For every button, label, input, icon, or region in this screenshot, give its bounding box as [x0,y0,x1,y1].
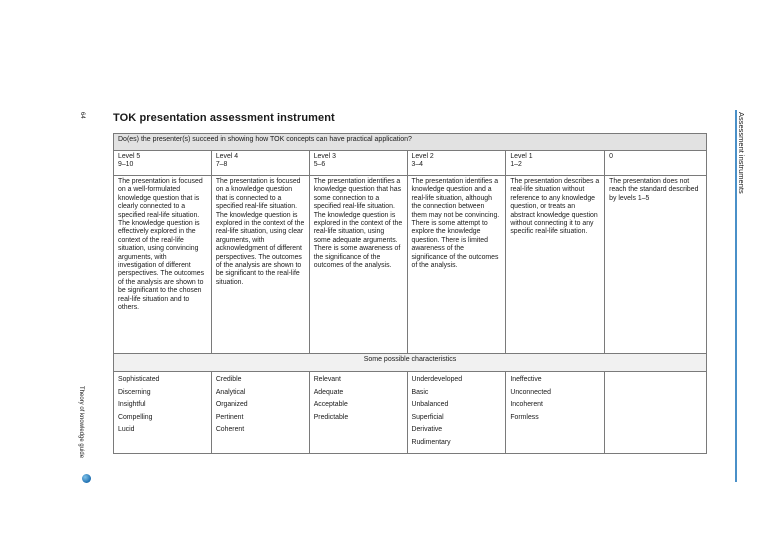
level-4-header: Level 4 7–8 [211,151,309,176]
characteristics-header: Some possible characteristics [114,354,707,372]
assessment-rubric-table [113,133,707,454]
level-0-header: 0 [605,151,707,176]
list-item: Sophisticated [118,376,160,383]
list-item: Coherent [215,426,245,433]
level-2-descriptor: The presentation identifies a knowledge question and a real-life situation, although the connection between them may not be convincing. There is some attempt to explore the knowledge question. There is limited awareness of the significance of the outcomes of the analysis. [407,176,506,354]
list-item: Rudimentary [411,438,451,446]
list-item: Compelling [118,413,153,421]
characteristics-row [114,372,707,454]
level-4-characteristics [211,372,309,454]
level-3-descriptor: The presentation identifies a knowledge question that has some connection to a specified real-life situation. The knowledge question is explored in the context of the real-life situation, using some adequate arguments. There is some awareness of the significance of the outcomes of the analysis. [309,176,407,354]
list-item: Formless [510,413,539,421]
level-5-header: Level 5 9–10 [114,151,212,176]
level-0-descriptor: The presentation does not reach the standard described by levels 1–5 [605,176,707,354]
level-2-characteristics [407,372,506,454]
level-3-header: Level 3 5–6 [309,151,407,176]
list-item: Adequate [313,388,344,396]
level-1-descriptor: The presentation describes a real-life situation without reference to any knowledge question, or treats an abstract knowledge question without connecting it to any specific real-life situation. [506,176,605,354]
list-item: Pertinent [215,413,244,421]
list-item: Predictable [313,413,349,421]
rubric-question-row [114,134,707,151]
list-item: Credible [215,376,242,383]
list-item: Acceptable [313,401,348,408]
level-3-characteristics [309,372,407,454]
list-item: Ineffective [510,376,542,383]
list-item: Analytical [215,388,246,396]
level-1-characteristics [506,372,605,454]
document-title: TOK presentation assessment instrument [113,112,335,124]
list-item: Organized [215,401,248,408]
list-item: Basic [411,388,429,396]
list-item: Lucid [118,426,135,433]
list-item: Underdeveloped [411,376,463,383]
list-item: Incoherent [510,401,543,408]
level-1-header: Level 1 1–2 [506,151,605,176]
level-5-characteristics [114,372,212,454]
list-item: Insightful [118,401,146,408]
section-side-title: Assessment instruments [737,112,746,194]
characteristics-header-row [114,354,707,372]
list-item: Superficial [411,413,444,421]
list-item: Derivative [411,426,443,433]
page-number: 64 [79,112,85,119]
level-header-row [114,151,707,176]
descriptor-row [114,176,707,354]
list-item: Unconnected [510,388,551,396]
list-item: Discerning [118,388,151,396]
guide-name-side-label: Theory of knowledge guide [78,386,84,459]
rubric-question: Do(es) the presenter(s) succeed in showing how TOK concepts can have practical application? [114,134,707,151]
list-item: Relevant [313,376,341,383]
level-4-descriptor: The presentation is focused on a knowledge question that is connected to a specified real-life situation. The knowledge question is explored in the context of the real-life situation, using clear arguments, with acknowledgment of different perspectives. The outcomes of the analysis are shown to be significant to the real-life situation. [211,176,309,354]
level-0-characteristics [605,372,707,454]
list-item: Unbalanced [411,401,449,408]
level-2-header: Level 2 3–4 [407,151,506,176]
level-5-descriptor: The presentation is focused on a well-formulated knowledge question that is clearly connected to a specified real-life situation. The knowledge question is effectively explored in the context of the real-life situation, using convincing arguments, with investigation of different perspectives. The outcomes of the analysis are shown to be significant to the chosen real-life situation and to others. [114,176,212,354]
ib-globe-logo-icon [82,474,91,483]
